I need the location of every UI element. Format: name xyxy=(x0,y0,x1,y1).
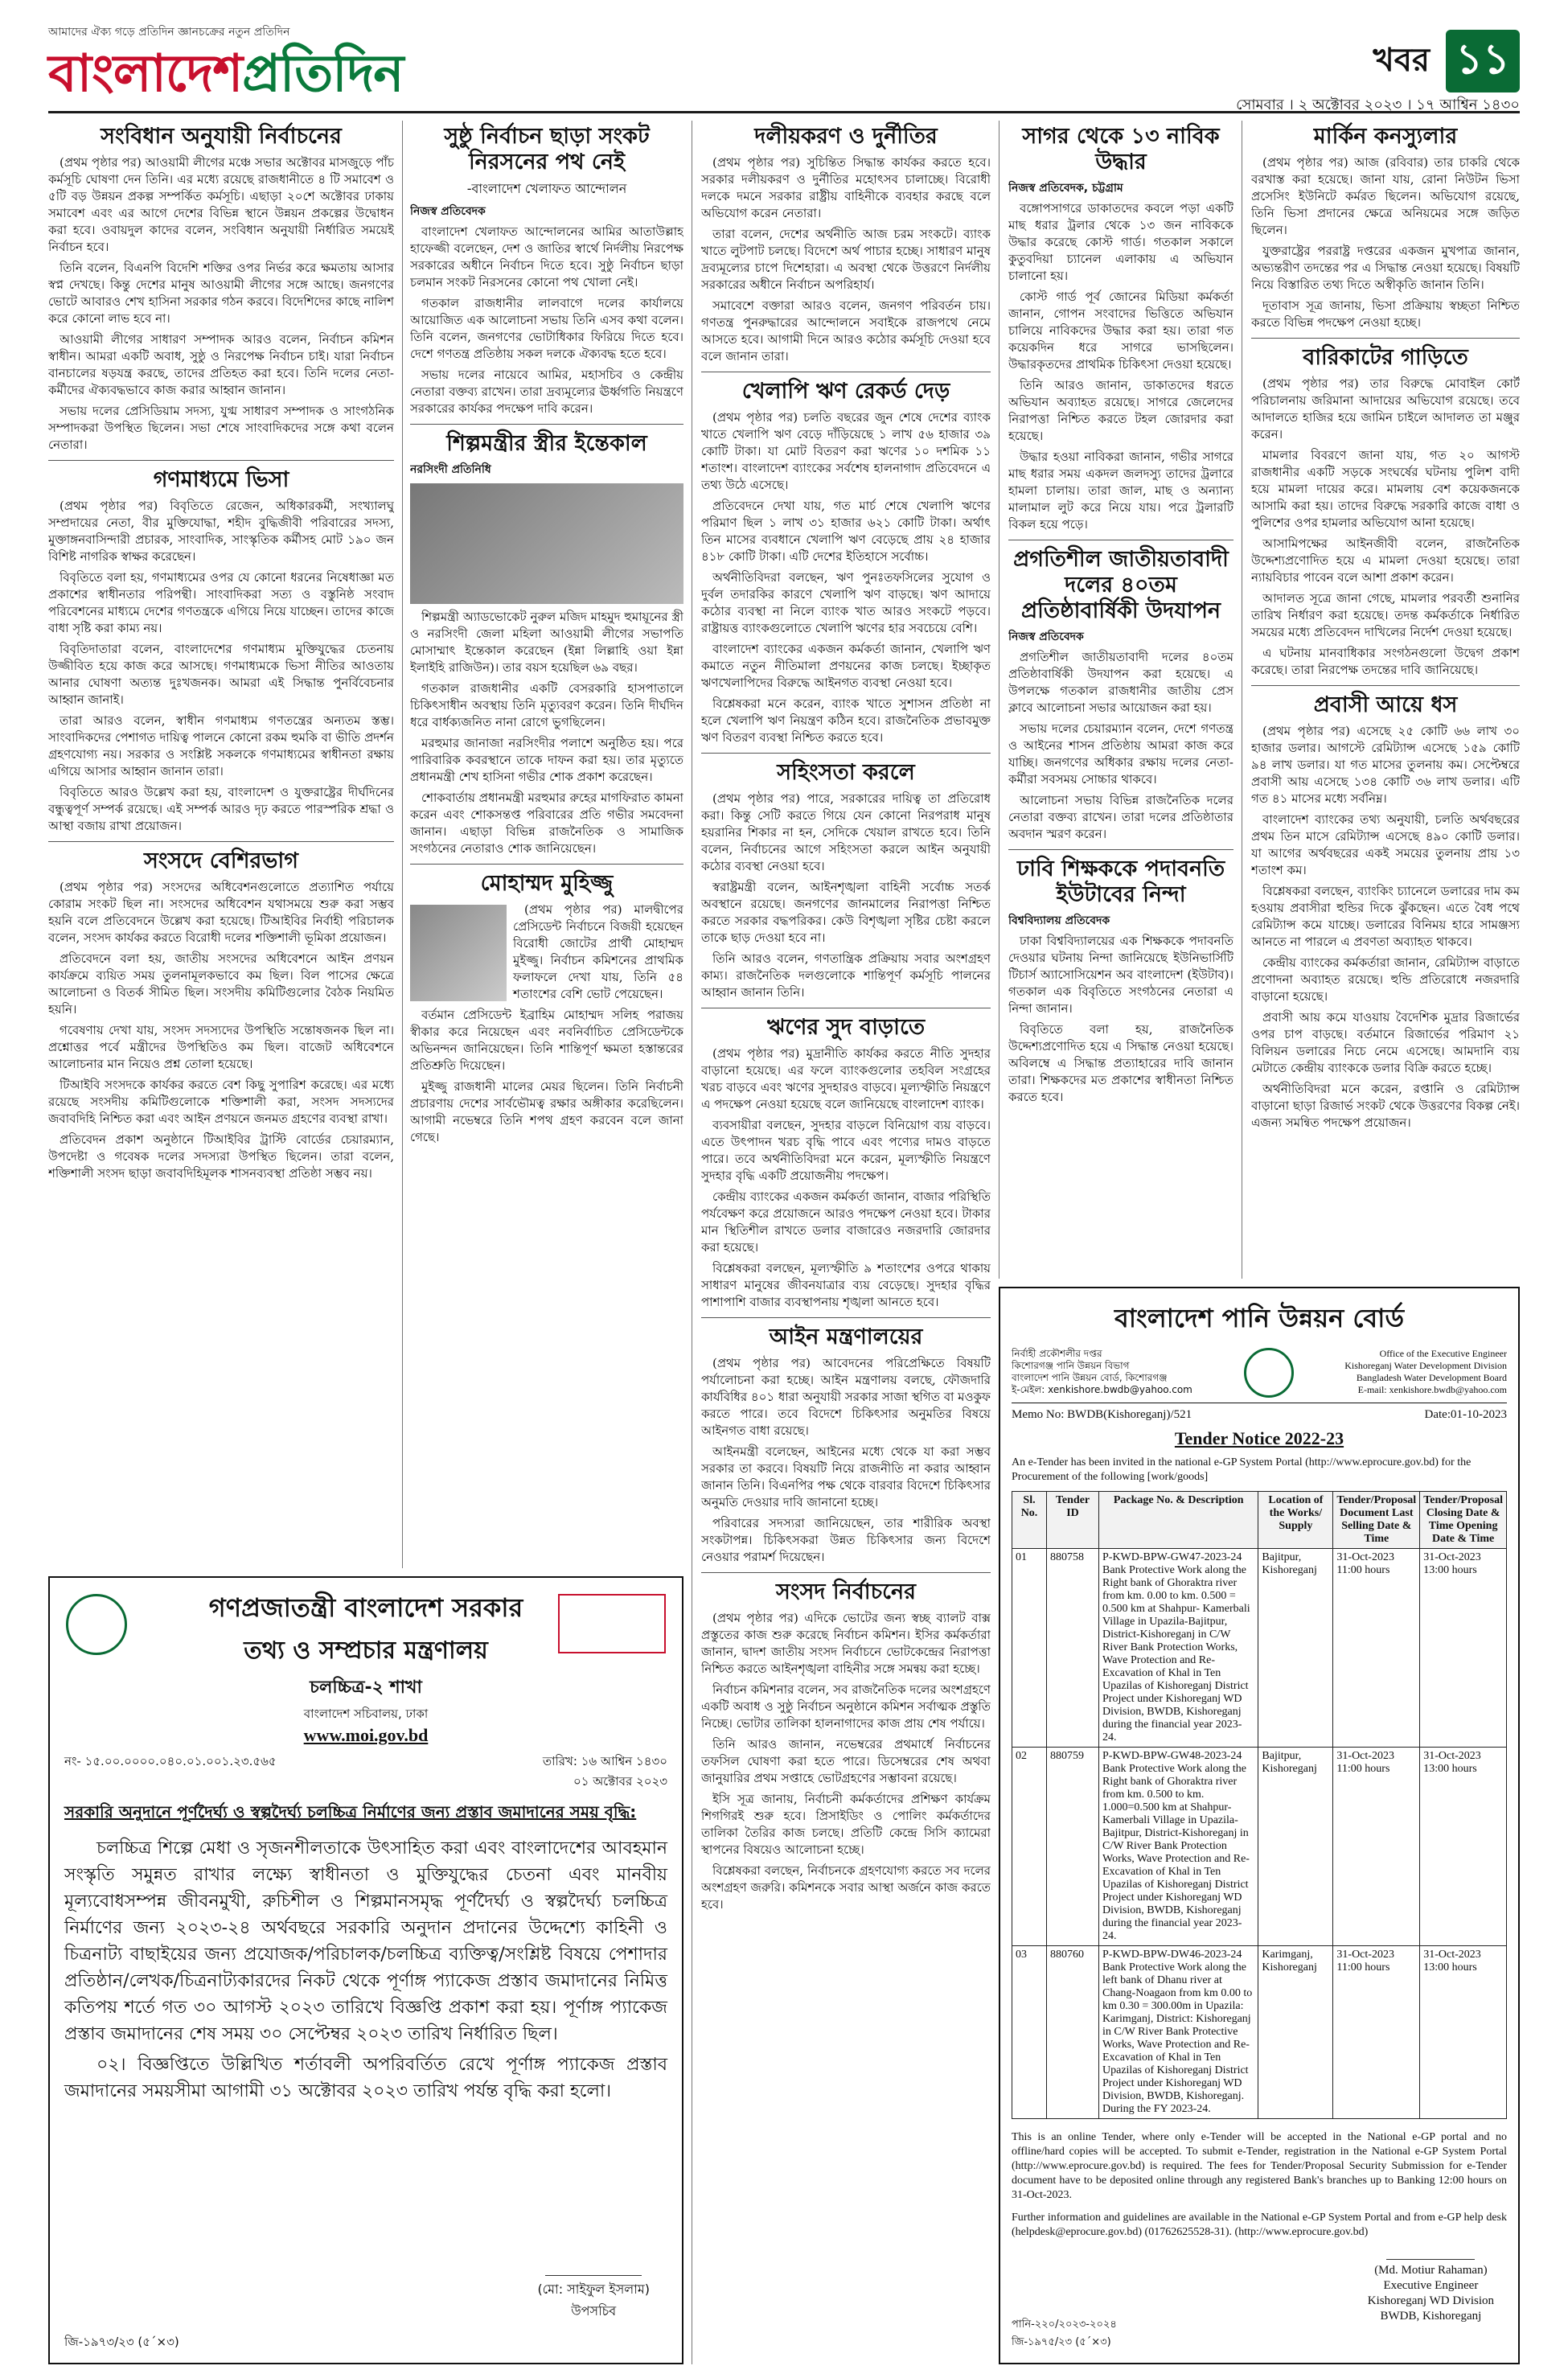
tender-org: BWDB, Kishoreganj xyxy=(1380,2310,1482,2323)
paragraph: কেন্দ্রীয় ব্যাংকের কর্মকর্তারা জানান, রেমিট্যান্স বাড়াতে প্রণোদনা অব্যাহত রয়েছে। হুন্ডি প্রতিরোধে নজরদারি বাড়ানো হয়েছে। xyxy=(1251,955,1520,1004)
paragraph: (প্রথম পৃষ্ঠার পর) আজ (রবিবার) তার চাকরি থেকে বরখাস্ত করা হয়েছে। জানা যায়, রোনা নিউটন ভিসা প্রসেসিং ইউনিটে কর্মরত ছিলেন। অভিযোগ রয়েছে, তিনি ভিসা প্রদানের ক্ষেত্রে অনিয়মের সঙ্গে জড়িত ছিলেন। xyxy=(1251,155,1520,237)
headline-a12[interactable]: সংসদ নির্বাচনের xyxy=(776,1579,916,1604)
header-line: ই-মেইল: xenkishore.bwdb@yahoo.com xyxy=(1012,1384,1192,1395)
govt-emblem-icon xyxy=(66,1594,127,1655)
header-line: E-mail: xenkishore.bwdb@yahoo.com xyxy=(1357,1384,1507,1395)
ad-date-block xyxy=(543,1752,667,1793)
table-row xyxy=(1012,1946,1507,2119)
byline-a4: নিজস্ব প্রতিবেদক xyxy=(410,205,486,218)
paragraph: বিশ্লেষকরা বলছেন, মূল্যস্ফীতি ৯ শতাংশের ওপরে থাকায় সাধারণ মানুষের জীবনযাত্রার ব্যয় বেড়েছে। সুদহার বৃদ্ধির পাশাপাশি বাজার ব্যবস্থাপনায় শৃঙ্খলা আনতে হবে। xyxy=(701,1261,991,1309)
smart-bangladesh-logo xyxy=(558,1594,666,1653)
tender-code-right: জি-১৯৭৫/২৩ (৫´×৩) xyxy=(1012,2336,1111,2348)
ad-website-link[interactable]: www.moi.gov.bd xyxy=(303,1725,429,1745)
cell-description: P-KWD-BPW-GW48-2023-24 Bank Protective Work along the Right bank of Ghoraktra river from km. 0.500 to km. 1.000=0.500 km at Shahpur- Kamerbali Village in Upazila-Bajitpur, District-Kishoreganj in C/W River Bank Protection Works, Wave Protection and Re-Excavation of Khal in Ten Upazilas of Kishoreganj District Project under Kishoreganj WD Division, BWDB, Kishoreganj during the financial year 2023-24. xyxy=(1099,1748,1258,1946)
divider xyxy=(701,1317,991,1318)
headline-a6[interactable]: মোহাম্মদ মুহিজ্জু xyxy=(480,871,614,896)
ad-paragraph-2: ০২। বিজ্ঞপ্তিতে উল্লিখিত শর্তাবলী অপরিবর্তিত রেখে পূর্ণাঙ্গ প্যাকেজ প্রস্তাব জমাদানের সময়সীমা আগামী ৩১ অক্টোবর ২০২৩ তারিখ পর্যন্ত বৃদ্ধি করা হলো। xyxy=(64,2055,667,2101)
dateline: সোমবার । ২ অক্টোবর ২০২৩ । ১৭ আশ্বিন ১৪৩০ xyxy=(1236,97,1520,113)
paragraph: টিআইবি সংসদকে কার্যকর করতে বেশ কিছু সুপারিশ করেছে। এর মধ্যে রয়েছে সংসদীয় কমিটিগুলোকে শক্তিশালী করা, সংসদ সদস্যদের জবাবদিহি নিশ্চিত করা এবং আইন প্রণয়নে জনমত গ্রহণের ব্যবস্থা রাখা। xyxy=(48,1078,394,1126)
col-header: Tender ID xyxy=(1047,1492,1099,1549)
portrait-photo xyxy=(410,905,507,1001)
ad-date-bangla: তারিখ: ১৬ আশ্বিন ১৪৩০ xyxy=(542,1754,667,1768)
section-name: খবর xyxy=(1373,41,1430,79)
paragraph: তিনি আরও জানান, নভেম্বরের প্রথমার্ধে নির্বাচনের তফসিল ঘোষণা করা হতে পারে। ডিসেম্বরের শেষ অথবা জানুয়ারির প্রথম সপ্তাহে ভোটগ্রহণের সম্ভাবনা রয়েছে। xyxy=(701,1737,991,1785)
paragraph: পরিবারের সদস্যরা জানিয়েছেন, তার শারীরিক অবস্থা সংকটাপন্ন। চিকিৎসকরা উন্নত চিকিৎসার জন্য বিদেশে নেওয়ার পরামর্শ দিয়েছেন। xyxy=(701,1516,991,1564)
ad-ministry: তথ্য ও সম্প্রচার মন্ত্রণালয় xyxy=(244,1637,488,1665)
cell-closing-date: 31-Oct-2023 13:00 hours xyxy=(1420,1748,1507,1946)
paragraph: (প্রথম পৃষ্ঠার পর) তার বিরুদ্ধে মোবাইল কোর্ট পরিচালনায় জরিমানা আদায়ের অভিযোগ রয়েছে। তবে আদালতে হাজির হয়ে জামিন চাইলে আদালত তা মঞ্জুর করেন। xyxy=(1251,376,1520,442)
paragraph: (প্রথম পৃষ্ঠার পর) মুদ্রানীতি কার্যকর করতে নীতি সুদহার বাড়ানো হয়েছে। এর ফলে ব্যাংকগুলোর তহবিল সংগ্রহের খরচ বাড়বে এবং ঋণের সুদহারও বাড়বে। মূল্যস্ফীতি নিয়ন্ত্রণে এ পদক্ষেপ নেওয়া হয়েছে বলে জানিয়েছে বাংলাদেশ ব্যাংক। xyxy=(701,1046,991,1111)
ad-date-english: ০১ অক্টোবর ২০২৩ xyxy=(573,1774,667,1789)
paragraph: আইনমন্ত্রী বলেছেন, আইনের মধ্যে থেকে যা করা সম্ভব সরকার তা করবে। বিষয়টি নিয়ে রাজনীতি না করার আহ্বান জানান তিনি। বিএনপির পক্ষ থেকে বারবার বিদেশে চিকিৎসার অনুমতি দেওয়ার দাবি জানানো হচ্ছে। xyxy=(701,1444,991,1509)
headline-a8[interactable]: খেলাপি ঋণ রেকর্ড দেড় xyxy=(741,379,950,404)
paragraph: বাংলাদেশ ব্যাংকের তথ্য অনুযায়ী, চলতি অর্থবছরের প্রথম তিন মাসে রেমিট্যান্স এসেছে ৪৯০ কোটি ডলার। যা আগের অর্থবছরের একই সময়ের তুলনায় প্রায় ১৩ শতাংশ কম। xyxy=(1251,812,1520,877)
cell-sl: 03 xyxy=(1012,1946,1047,2119)
paragraph: তিনি আরও বলেন, গণতান্ত্রিক প্রক্রিয়ায় সবার অংশগ্রহণ কাম্য। রাজনৈতিক দলগুলোকে শান্তিপূর্ণ কর্মসূচি পালনের আহ্বান জানান তিনি। xyxy=(701,951,991,1000)
headline-a18[interactable]: প্রবাসী আয়ে ধস xyxy=(1313,692,1458,717)
header-line: Kishoreganj Water Development Division xyxy=(1344,1360,1507,1371)
paragraph: বর্তমান প্রেসিডেন্ট ইব্রাহিম মোহাম্মদ সলিহ পরাজয় স্বীকার করে নিয়েছেন এবং নবনির্বাচিত প্রেসিডেন্টকে অভিনন্দন জানিয়েছেন। তিনি শান্তিপূর্ণ ক্ষমতা হস্তান্তরের প্রতিশ্রুতি দিয়েছেন। xyxy=(410,1008,683,1073)
paragraph: বিবৃতিতে আরও উল্লেখ করা হয়, বাংলাদেশ ও যুক্তরাষ্ট্রের দীর্ঘদিনের বন্ধুত্বপূর্ণ সম্পর্ক রয়েছে। এই সম্পর্ক আরও দৃঢ় করতে পারস্পরিক শ্রদ্ধা ও আস্থা বজায় রাখা প্রয়োজন। xyxy=(48,785,394,833)
column-divider xyxy=(402,121,403,1568)
cell-tender-id: 880759 xyxy=(1047,1748,1099,1946)
cell-closing-date: 31-Oct-2023 13:00 hours xyxy=(1420,1549,1507,1748)
paragraph: তারা বলেন, দেশের অর্থনীতি আজ চরম সংকটে। ব্যাংক খাতে লুটপাট চলছে। বিদেশে অর্থ পাচার হচ্ছে। সাধারণ মানুষ দ্রব্যমূল্যের চাপে দিশেহারা। এ অবস্থা থেকে উত্তরণে নির্দলীয় সরকারের অধীনে নির্বাচন অপরিহার্য। xyxy=(701,227,991,292)
paragraph: শিল্পমন্ত্রী অ্যাডভোকেট নুরুল মজিদ মাহমুদ হুমায়ূনের স্ত্রী ও নরসিংদী জেলা মহিলা আওয়ামী লীগের সভাপতি মোসাম্মাৎ ইন্তেকাল করেছেন (ইন্না লিল্লাহি ওয়া ইন্না ইলাইহি রাজিউন)। তার বয়স হয়েছিল ৬৯ বছর। xyxy=(410,610,683,675)
col-header: Package No. & Description xyxy=(1099,1492,1258,1549)
byline-a5: নরসিংদী প্রতিনিধি xyxy=(410,463,491,476)
paragraph: (প্রথম পৃষ্ঠার পর) এদিকে ভোটের জন্য স্বচ্ছ ব্যালট বাক্স প্রস্তুতের কাজ শুরু করেছে নির্বাচন কমিশন। ইসির কর্মকর্তারা জানান, দ্বাদশ জাতীয় সংসদ নির্বাচনে ভোটকেন্দ্রের নিরাপত্তা নিশ্চিত করতে আইনশৃঙ্খলা বাহিনীর সঙ্গে সমন্বয় করা হচ্ছে। xyxy=(701,1611,991,1676)
paragraph: (প্রথম পৃষ্ঠার পর) মালদ্বীপের প্রেসিডেন্ট নির্বাচনে বিজয়ী হয়েছেন বিরোধী জোটের প্রার্থী মোহাম্মদ মুইজ্জু। নির্বাচন কমিশনের প্রাথমিক ফলাফলে দেখা যায়, তিনি ৫৪ শতাংশের বেশি ভোট পেয়েছেন। xyxy=(513,902,683,1001)
paragraph: আদালত সূত্রে জানা গেছে, মামলার পরবর্তী শুনানির তারিখ নির্ধারণ করা হয়েছে। তদন্ত কর্মকর্তাকে নির্ধারিত সময়ের মধ্যে প্রতিবেদন দাখিলের নির্দেশ দেওয়া হয়েছে। xyxy=(1251,591,1520,639)
paragraph: উদ্ধার হওয়া নাবিকরা জানান, গভীর সাগরে মাছ ধরার সময় একদল জলদস্যু তাদের ট্রলারে হামলা চালায়। তারা জাল, মাছ ও অন্যান্য মালামাল লুট করে নিয়ে যায়। পরে ট্রলারটি বিকল হয়ে পড়ে। xyxy=(1008,450,1233,532)
paragraph: বাংলাদেশ ব্যাংকের একজন কর্মকর্তা জানান, খেলাপি ঋণ কমাতে নতুন নীতিমালা প্রণয়নের কাজ চলছে। ইচ্ছাকৃত ঋণখেলাপিদের বিরুদ্ধে আইনগত ব্যবস্থা নেওয়া হবে। xyxy=(701,642,991,690)
paragraph: (প্রথম পৃষ্ঠার পর) সংসদের অধিবেশনগুলোতে প্রত্যাশিত পর্যায়ে কোরাম সংকট ছিল না। সংসদের অধিবেশন যথাসময়ে শুরু করা সম্ভব হয়নি বলে প্রতিবেদনে উল্লেখ করা হয়েছে। টিআইবির নির্বাহী পরিচালক বলেন, সংসদ কার্যকর করতে বিরোধী দলের শক্তিশালী ভূমিকা প্রয়োজন। xyxy=(48,880,394,945)
tender-title: Tender Notice 2022-23 xyxy=(1174,1428,1344,1448)
paragraph: প্রগতিশীল জাতীয়তাবাদী দলের ৪০তম প্রতিষ্ঠাবার্ষিকী উদযাপন করা হয়েছে। এ উপলক্ষে গতকাল রাজধানীর জাতীয় প্রেস ক্লাবে আলোচনা সভার আয়োজন করা হয়। xyxy=(1008,650,1233,715)
tender-footer-2: Further information and guidelines are available in the National e-GP System Portal and from e-GP help desk (helpdesk@eprocure.gov.bd) (01762625528-31). (http://www.eprocure.gov.bd) xyxy=(1012,2212,1507,2238)
headline-a13[interactable]: সাগর থেকে ১৩ নাবিক উদ্ধার xyxy=(1022,124,1220,175)
divider xyxy=(1251,338,1520,339)
paragraph: তারা আরও বলেন, স্বাধীন গণমাধ্যম গণতন্ত্রের অন্যতম স্তম্ভ। সাংবাদিকদের পেশাগত দায়িত্ব পালনে কোনো রকম হুমকি বা ভীতি প্রদর্শন গ্রহণযোগ্য নয়। সরকার ও সংশ্লিষ্ট সকলকে গণমাধ্যমের স্বাধীনতা রক্ষায় এগিয়ে আসার আহ্বান জানান তারা। xyxy=(48,713,394,778)
paragraph: বিশ্লেষকরা বলছেন, নির্বাচনকে গ্রহণযোগ্য করতে সব দলের অংশগ্রহণ জরুরি। কমিশনকে সবার আস্থা অর্জনে কাজ করতে হবে। xyxy=(701,1863,991,1912)
col-header: Location of the Works/ Supply xyxy=(1258,1492,1333,1549)
ad-memo-row xyxy=(64,1752,667,1793)
paragraph: যুক্তরাষ্ট্রের পররাষ্ট্র দপ্তরের একজন মুখপাত্র জানান, অভ্যন্তরীণ তদন্তের পর এ সিদ্ধান্ত নেওয়া হয়েছে। বিষয়টি নিয়ে বিস্তারিত তথ্য দিতে অস্বীকৃতি জানান তিনি। xyxy=(1251,244,1520,292)
divider xyxy=(410,864,683,865)
paragraph: বিবৃতিতে বলা হয়, রাজনৈতিক উদ্দেশ্যপ্রণোদিত হয়ে এ সিদ্ধান্ত নেওয়া হয়েছে। অবিলম্বে এ সিদ্ধান্ত প্রত্যাহারের দাবি জানান তারা। শিক্ষকদের মত প্রকাশের স্বাধীনতা নিশ্চিত করতে হবে। xyxy=(1008,1022,1233,1104)
paragraph: প্রতিবেদনে বলা হয়, জাতীয় সংসদের অধিবেশনে আইন প্রণয়ন কার্যক্রমে ব্যয়িত সময় তুলনামূলকভাবে কম ছিল। বিল পাসের ক্ষেত্রে আলোচনা ও বিতর্ক সীমিত ছিল। সংসদীয় কমিটিগুলোর বৈঠক নিয়মিত হয়নি। xyxy=(48,951,394,1017)
paragraph: নির্বাচন কমিশনার বলেন, সব রাজনৈতিক দলের অংশগ্রহণে একটি অবাধ ও সুষ্ঠু নির্বাচন অনুষ্ঠানে কমিশন সর্বাত্মক প্রস্তুতি নিচ্ছে। ভোটার তালিকা হালনাগাদের কাজ প্রায় শেষ পর্যায়ে। xyxy=(701,1682,991,1731)
article-a2-body xyxy=(48,498,394,835)
tender-memo: Memo No: BWDB(Kishoreganj)/521 xyxy=(1012,1408,1192,1421)
tender-footer-1: This is an online Tender, where only e-Tender will be accepted in the National e-GP portal and no offline/hard copies will be accepted. To submit e-Tender, registration in the National e-GP System Portal (http://www.eprocure.gov.bd) is required. The fees for Tender/Proposal Security Submission for e-Tender document have to be deposited online through any registered Bank's branches up to Banking 12:00 hours on 31-Oct-2023. xyxy=(1012,2131,1507,2201)
paragraph: সমাবেশে বক্তারা আরও বলেন, জনগণ পরিবর্তন চায়। গণতন্ত্র পুনরুদ্ধারের আন্দোলনে সবাইকে রাজপথে নেমে আসতে হবে। আগামী দিনে আরও কঠোর কর্মসূচি দেওয়া হবে বলে জানান তারা। xyxy=(701,298,991,363)
paragraph: বঙ্গোপসাগরে ডাকাতদের কবলে পড়া একটি মাছ ধরার ট্রলার থেকে ১৩ জন নাবিককে উদ্ধার করেছে কোস্ট গার্ড। গতকাল সকালে কুতুবদিয়া চ্যানেল এলাকায় এ অভিযান চালানো হয়। xyxy=(1008,201,1233,283)
paragraph: শোকবার্তায় প্রধানমন্ত্রী মরহুমার রুহের মাগফিরাত কামনা করেন এবং শোকসন্তপ্ত পরিবারের প্রতি গভীর সমবেদনা জানান। এছাড়া বিভিন্ন রাজনৈতিক ও সামাজিক সংগঠনের নেতারাও শোক জানিয়েছেন। xyxy=(410,791,683,856)
tender-table xyxy=(1012,1491,1507,2119)
cell-tender-id: 880760 xyxy=(1047,1946,1099,2119)
cell-description: P-KWD-BPW-DW46-2023-24 Bank Protective Work along the left bank of Dhanu river at Chang-Noagaon from km 0.00 to km 0.30 = 300.00m in Upazila: Karimganj, District: Kishoreganj in C/W River Bank Protective Works, Wave Protection and Re-Excavation of Khal in Ten Upazilas of Kishoreganj District Project under Kishoreganj WD Division, BWDB, Kishoreganj. During the FY 2023-24. xyxy=(1099,1946,1258,2119)
divider xyxy=(48,841,394,842)
cell-tender-id: 880758 xyxy=(1047,1549,1099,1748)
paragraph: কেন্দ্রীয় ব্যাংকের একজন কর্মকর্তা জানান, বাজার পরিস্থিতি পর্যবেক্ষণ করে প্রয়োজনে আরও পদক্ষেপ নেওয়া হবে। টাকার মান স্থিতিশীল রাখতে ডলার বাজারেও নজরদারি জোরদার করা হয়েছে। xyxy=(701,1189,991,1255)
logo-part1: বাংলাদেশ xyxy=(48,44,243,104)
paragraph: (প্রথম পৃষ্ঠার পর) চলতি বছরের জুন শেষে দেশের ব্যাংক খাতে খেলাপি ঋণ বেড়ে দাঁড়িয়েছে ১ লাখ ৫৬ হাজার ৩৯ কোটি টাকা। যা মোট বিতরণ করা ঋণের ১০ দশমিক ১১ শতাংশ। বাংলাদেশ ব্যাংকের সর্বশেষ হালনাগাদ প্রতিবেদনে এ তথ্য উঠে এসেছে। xyxy=(701,410,991,492)
tender-header xyxy=(1012,1348,1507,1403)
divider xyxy=(1251,685,1520,686)
obituary-photo xyxy=(410,483,683,604)
cell-selling-date: 31-Oct-2023 11:00 hours xyxy=(1333,1946,1420,2119)
header-line: নির্বাহী প্রকৌশলীর দপ্তর xyxy=(1012,1348,1102,1359)
headline-a7[interactable]: দলীয়করণ ও দুর্নীতির xyxy=(754,124,938,149)
newspaper-logo[interactable] xyxy=(48,23,499,103)
ad-designation: উপসচিব xyxy=(571,2303,617,2319)
headline-a1[interactable]: সংবিধান অনুযায়ী নির্বাচনের xyxy=(101,124,342,149)
paragraph: আলোচনা সভায় বিভিন্ন রাজনৈতিক দলের নেতারা বক্তব্য রাখেন। তারা দলের প্রতিষ্ঠাতার অবদান স্মরণ করেন। xyxy=(1008,793,1233,841)
paragraph: (প্রথম পৃষ্ঠার পর) সুচিন্তিত সিদ্ধান্ত কার্যকর করতে হবে। সরকার দলীয়করণ ও দুর্নীতির মহোৎসব চালাচ্ছে। বিরোধী দলকে দমনে সরকার রাষ্ট্রীয় বাহিনীকে ব্যবহার করছে বলে অভিযোগ করেন নেতারা। xyxy=(701,155,991,220)
table-row xyxy=(1012,1748,1507,1946)
tender-table-header xyxy=(1012,1492,1507,1549)
cell-selling-date: 31-Oct-2023 11:00 hours xyxy=(1333,1748,1420,1946)
header-line: Office of the Executive Engineer xyxy=(1379,1348,1507,1359)
tender-intro: An e-Tender has been invited in the national e-GP System Portal (http://www.eprocure.gov.bd) for the Procurement of the following [work/goods] xyxy=(1012,1456,1472,1483)
divider xyxy=(48,460,394,461)
column-right xyxy=(1251,121,1520,1279)
headline-a11[interactable]: আইন মন্ত্রণালয়ের xyxy=(769,1325,923,1349)
cell-sl: 01 xyxy=(1012,1549,1047,1748)
signature-mark xyxy=(1386,2236,1475,2260)
logo-tagline: আমাদের ঐক্য গড়ে প্রতিদিন জ্ঞানচক্রের নতুন প্রতিদিন xyxy=(48,26,290,39)
divider xyxy=(410,424,683,425)
paragraph: গবেষণায় দেখা যায়, সংসদ সদস্যদের উপস্থিতি সন্তোষজনক ছিল না। প্রশ্নোত্তর পর্বে মন্ত্রীদের উপস্থিতিও কম ছিল। বাজেট অধিবেশনে আলোচনার মান নিয়েও প্রশ্ন তোলা হয়েছে। xyxy=(48,1023,394,1071)
cell-location: Karimganj, Kishoreganj xyxy=(1258,1946,1333,2119)
header-line: কিশোরগঞ্জ পানি উন্নয়ন বিভাগ xyxy=(1012,1360,1130,1371)
column-fourth xyxy=(1008,121,1233,1279)
headline-a16[interactable]: মার্কিন কনস্যুলার xyxy=(1313,124,1458,149)
tender-date: Date:01-10-2023 xyxy=(1424,1408,1507,1421)
paragraph: মরহুমার জানাজা নরসিংদীর পলাশে অনুষ্ঠিত হয়। পরে পারিবারিক কবরস্থানে তাকে দাফন করা হয়। তার মৃত্যুতে প্রধানমন্ত্রী শেখ হাসিনা গভীর শোক প্রকাশ করেছেন। xyxy=(410,736,683,784)
paragraph: ঢাকা বিশ্ববিদ্যালয়ের এক শিক্ষককে পদাবনতি দেওয়ার ঘটনায় নিন্দা জানিয়েছে ইউনিভার্সিটি টিচার্স অ্যাসোসিয়েশন অব বাংলাদেশ (ইউটাব)। গতকাল এক বিবৃতিতে সংগঠনের নেতারা এ নিন্দা জানান। xyxy=(1008,934,1233,1016)
tender-org-bn: বাংলাদেশ পানি উন্নয়ন বোর্ড xyxy=(1114,1303,1405,1333)
cell-location: Bajitpur, Kishoreganj xyxy=(1258,1748,1333,1946)
masthead xyxy=(48,14,1520,113)
paragraph: বিশ্লেষকরা বলছেন, ব্যাংকিং চ্যানেলে ডলারের দাম কম হওয়ায় প্রবাসীরা হুন্ডির দিকে ঝুঁকছেন। এতে বৈধ পথে রেমিট্যান্স কমে যাচ্ছে। ডলারের বিনিময় হারে সামঞ্জস্য আনতে না পারলে এ প্রবণতা অব্যাহত থাকবে। xyxy=(1251,884,1520,949)
cell-sl: 02 xyxy=(1012,1748,1047,1946)
divider xyxy=(1008,849,1233,850)
paragraph: প্রতিবেদনে দেখা যায়, গত মার্চ শেষে খেলাপি ঋণের পরিমাণ ছিল ১ লাখ ৩১ হাজার ৬২১ কোটি টাকা। অর্থাৎ তিন মাসের ব্যবধানে খেলাপি ঋণ বেড়েছে প্রায় ২৪ হাজার ৪১৮ কোটি টাকা। এটি দেশের ইতিহাসে সর্বোচ্চ। xyxy=(701,499,991,564)
paragraph: গতকাল রাজধানীর একটি বেসরকারি হাসপাতালে চিকিৎসাধীন অবস্থায় তিনি মৃত্যুবরণ করেন। তিনি দীর্ঘদিন ধরে বার্ধক্যজনিত নানা রোগে ভুগছিলেন। xyxy=(410,681,683,729)
headline-a10[interactable]: ঋণের সুদ বাড়াতে xyxy=(766,1015,926,1040)
ad-signer: (মো: সাইফুল ইসলাম) xyxy=(537,2282,650,2297)
paragraph: গতকাল রাজধানীর লালবাগে দলের কার্যালয়ে আয়োজিত এক আলোচনা সভায় তিনি এসব কথা বলেন। তিনি বলেন, জনগণের ভোটাধিকার ফিরিয়ে দিতে হবে। দেশে গণতন্ত্র প্রতিষ্ঠায় সকল দলকে ঐক্যবদ্ধ হতে হবে। xyxy=(410,296,683,361)
tender-code-left: পানি-২২০/২০২৩-২০২৪ xyxy=(1012,2319,1117,2331)
tender-division: Kishoreganj WD Division xyxy=(1367,2294,1494,2307)
paragraph: দূতাবাস সূত্র জানায়, ভিসা প্রক্রিয়ায় স্বচ্ছতা নিশ্চিত করতে বিভিন্ন পদক্ষেপ নেওয়া হচ্ছে। xyxy=(1251,298,1520,330)
headline-a5[interactable]: শিল্পমন্ত্রীর স্ত্রীর ইন্তেকাল xyxy=(446,431,647,456)
paragraph: সভায় দলের চেয়ারম্যান বলেন, দেশে গণতন্ত্র ও আইনের শাসন প্রতিষ্ঠায় আমরা কাজ করে যাচ্ছি। জনগণের অধিকার রক্ষায় দলের নেতা-কর্মীরা সবসময় সোচ্চার থাকবে। xyxy=(1008,721,1233,787)
ad-code: জি-১৯৭৩/২৩ (৫´×৩) xyxy=(64,2335,179,2349)
section-header xyxy=(1373,29,1520,93)
paragraph: ব্যবসায়ীরা বলছেন, সুদহার বাড়লে বিনিয়োগ ব্যয় বাড়বে। এতে উৎপাদন খরচ বৃদ্ধি পাবে এবং পণ্যের দামও বাড়তে পারে। তবে অর্থনীতিবিদরা মনে করেন, মূল্যস্ফীতি নিয়ন্ত্রণে সুদহার বৃদ্ধি একটি প্রয়োজনীয় পদক্ষেপ। xyxy=(701,1118,991,1183)
column-left xyxy=(48,121,394,1568)
cell-selling-date: 31-Oct-2023 11:00 hours xyxy=(1333,1549,1420,1748)
column-second xyxy=(410,121,683,1568)
byline-a15: বিশ্ববিদ্যালয় প্রতিবেদক xyxy=(1008,914,1110,927)
signature-mark xyxy=(545,2251,642,2276)
header-line: বাংলাদেশ পানি উন্নয়ন বোর্ড, কিশোরগঞ্জ xyxy=(1012,1372,1168,1383)
paragraph: তিনি বলেন, বিএনপি বিদেশি শক্তির ওপর নির্ভর করে ক্ষমতায় আসার স্বপ্ন দেখছে। কিন্তু দেশের মানুষ আওয়ামী লীগের সঙ্গে আছে। জনগণের ভোটে আবারও শেখ হাসিনা সরকার গঠন করবে। বিদেশিদের কাছে নালিশ করে কোনো লাভ হবে না। xyxy=(48,261,394,326)
paragraph: বাংলাদেশ খেলাফত আন্দোলনের আমির আতাউল্লাহ হাফেজ্জী বলেছেন, দেশ ও জাতির স্বার্থে নির্দলীয় নিরপেক্ষ সরকারের অধীনে নির্বাচন দিতে হবে। সুষ্ঠু নির্বাচন ছাড়া চলমান সংকট নিরসনের কোনো পথ খোলা নেই। xyxy=(410,224,683,290)
divider xyxy=(701,753,991,754)
paragraph: অর্থনীতিবিদরা মনে করেন, রপ্তানি ও রেমিট্যান্স বাড়ানো ছাড়া রিজার্ভ সংকট থেকে উত্তরণের বিকল্প নেই। এজন্য সমন্বিত পদক্ষেপ প্রয়োজন। xyxy=(1251,1082,1520,1130)
ad-memo: নং- ১৫.০০.০০০০.০৪০.০১.০০১.২৩.৫৬৫ xyxy=(64,1754,277,1768)
cell-location: Bajitpur, Kishoreganj xyxy=(1258,1549,1333,1748)
paragraph: (প্রথম পৃষ্ঠার পর) আওয়ামী লীগের মঞ্চে সভার অক্টোবর মাসজুড়ে পাঁচ কর্মসূচি ঘোষণা দেন তিনি। এর মধ্যে রয়েছে রাজধানীতে ৪ টি সমাবেশ ও ৫টি বড় উন্নয়ন প্রকল্প সম্পর্কিত কর্মসূচি। এছাড়া ২০শে অক্টোবর ঢাকায় সমাবেশ এবং এর আগে দেশের বিভিন্ন স্থানে উন্নয়ন প্রকল্পের উদ্বোধন করা হবে। ওবায়দুল কাদের বলেন, সংবিধান অনুযায়ী নির্ধারিত সময়েই নির্বাচন হবে। xyxy=(48,155,394,254)
col-header: Sl. No. xyxy=(1012,1492,1047,1549)
headline-a3[interactable]: সংসদে বেশিরভাগ xyxy=(144,848,298,873)
tender-header-left xyxy=(1012,1348,1192,1396)
logo-part2: প্রতিদিন xyxy=(242,44,404,104)
article-a3-body xyxy=(48,879,394,1182)
byline-a13: নিজস্ব প্রতিবেদক, চট্টগ্রাম xyxy=(1008,182,1123,195)
tender-advertisement xyxy=(999,1287,1520,2364)
paragraph: আসামিপক্ষের আইনজীবী বলেন, রাজনৈতিক উদ্দেশ্যপ্রণোদিত হয়ে এ মামলা দেওয়া হয়েছে। তারা ন্যায়বিচার পাবেন বলে আশা প্রকাশ করেন। xyxy=(1251,536,1520,585)
tender-signer: (Md. Motiur Rahaman) xyxy=(1374,2264,1488,2277)
column-center xyxy=(701,121,991,2364)
paragraph: (প্রথম পৃষ্ঠার পর) এসেছে ২৫ কোটি ৬৬ লাখ ৩০ হাজার ডলার। আগস্টে রেমিট্যান্স এসেছে ১৫৯ কোটি ৯৪ লাখ ডলার। যা গত মাসের তুলনায় কম। সেপ্টেম্বরে প্রবাসী আয় এসেছে ১৩৪ কোটি ৩৬ লাখ ডলার। এটি গত ৪১ মাসের মধ্যে সর্বনিম্ন। xyxy=(1251,724,1520,806)
subheadline-a4: -বাংলাদেশ খেলাফত আন্দোলন xyxy=(466,181,627,196)
table-row xyxy=(1012,1549,1507,1748)
paragraph: সভায় দলের প্রেসিডিয়াম সদস্য, যুগ্ম সাধারণ সম্পাদক ও সাংগঠনিক সম্পাদকরা উপস্থিত ছিলেন। সভা শেষে সাংবাদিকদের সঙ্গে কথা বলেন নেতারা। xyxy=(48,404,394,452)
paragraph: স্বরাষ্ট্রমন্ত্রী বলেন, আইনশৃঙ্খলা বাহিনী সর্বোচ্চ সতর্ক অবস্থানে রয়েছে। জনগণের জানমালের নিরাপত্তা নিশ্চিত করতে সরকার বদ্ধপরিকর। কেউ বিশৃঙ্খলা সৃষ্টির চেষ্টা করলে তাকে ছাড় দেওয়া হবে না। xyxy=(701,880,991,945)
paragraph: মামলার বিবরণে জানা যায়, গত ২০ আগস্ট রাজধানীর একটি সড়কে সংঘর্ষের ঘটনায় পুলিশ বাদী হয়ে মামলা দায়ের করে। মামলায় বেশ কয়েকজনকে আসামি করা হয়। তাদের বিরুদ্ধে সরকারি কাজে বাধা ও পুলিশের ওপর হামলার অভিযোগ আনা হয়েছে। xyxy=(1251,448,1520,530)
paragraph: আওয়ামী লীগের সাধারণ সম্পাদক আরও বলেন, নির্বাচন কমিশন স্বাধীন। আমরা একটি অবাধ, সুষ্ঠু ও নিরপেক্ষ নির্বাচন চাই। যারা নির্বাচন বানচালের ষড়যন্ত্র করছে, তাদের প্রতিহত করা হবে। তিনি দলের নেতা-কর্মীদের ঐক্যবদ্ধভাবে কাজ করার আহ্বান জানান। xyxy=(48,332,394,397)
paragraph: অর্থনীতিবিদরা বলছেন, ঋণ পুনঃতফসিলের সুযোগ ও দুর্বল তদারকির কারণে খেলাপি ঋণ বাড়ছে। ঋণ আদায়ে কঠোর ব্যবস্থা না নিলে ব্যাংক খাত আরও সংকটে পড়বে। রাষ্ট্রায়ত্ত ব্যাংকগুলোতে খেলাপি ঋণের হার সবচেয়ে বেশি। xyxy=(701,570,991,635)
bwdb-logo-icon xyxy=(1244,1348,1294,1398)
paragraph: (প্রথম পৃষ্ঠার পর) বিবৃতিতে রেজেন, অধিকারকর্মী, সংখ্যালঘু সম্প্রদায়ের নেতা, বীর মুক্তিযোদ্ধা, শহীদ বুদ্ধিজীবী পরিবারের সদস্য, মুক্তাঙ্গনবাসিন্দারী প্রচারক, সাংবাদিক, সাংস্কৃতিক কর্মীসহ মোট ১৯০ জন বিশিষ্ট নাগরিক স্বাক্ষর করেছেন। xyxy=(48,499,394,564)
paragraph: তিনি আরও জানান, ডাকাতদের ধরতে অভিযান অব্যাহত রয়েছে। সাগরে জেলেদের নিরাপত্তা নিশ্চিত করতে টহল জোরদার করা হয়েছে। xyxy=(1008,378,1233,443)
col-header: Tender/Proposal Document Last Selling Date & Time xyxy=(1333,1492,1420,1549)
ad-branch: চলচ্চিত্র-২ শাখা xyxy=(310,1678,422,1698)
divider xyxy=(701,1572,991,1573)
paragraph: বিবৃতিদাতারা বলেন, বাংলাদেশের গণমাধ্যম মুক্তিযুদ্ধের চেতনায় উজ্জীবিত হয়ে কাজ করে আসছে। গণমাধ্যমকে ভিসা নীতির আওতায় আনার ঘোষণা অত্যন্ত দুঃখজনক। আমরা এই সিদ্ধান্ত পুনর্বিবেচনার আহ্বান জানাই। xyxy=(48,642,394,707)
paragraph: ইসি সূত্র জানায়, নির্বাচনী কর্মকর্তাদের প্রশিক্ষণ কার্যক্রম শিগগিরই শুরু হবে। প্রিসাইডিং ও পোলিং কর্মকর্তাদের তালিকা তৈরির কাজ চলছে। প্রতিটি কেন্দ্রে সিসি ক্যামেরা স্থাপনের বিষয়েও আলোচনা হচ্ছে। xyxy=(701,1792,991,1857)
paragraph: বিবৃতিতে বলা হয়, গণমাধ্যমের ওপর যে কোনো ধরনের নিষেধাজ্ঞা মত প্রকাশের স্বাধীনতার পরিপন্থী। সাংবাদিকরা সত্য ও বস্তুনিষ্ঠ সংবাদ পরিবেশনের মাধ্যমে দেশের গণতন্ত্রকে এগিয়ে নিয়ে যাচ্ছেন। তাদের কাজে বাধা সৃষ্টি করা কাম্য নয়। xyxy=(48,570,394,635)
headline-a17[interactable]: বারিকাটের গাড়িতে xyxy=(1303,345,1468,370)
headline-a9[interactable]: সহিংসতা করলে xyxy=(777,760,915,785)
headline-a15[interactable]: ঢাবি শিক্ষককে পদাবনতি ইউটাবের নিন্দা xyxy=(1016,856,1225,907)
ad-body xyxy=(64,1835,667,2105)
tender-signature-block xyxy=(1368,2236,1494,2324)
cell-description: P-KWD-BPW-GW47-2023-24 Bank Protective Work along the Right bank of Ghoraktra river from km. 0.00 to km. 0.500 = 0.500 km at Shahpur- Kamerbali Village in Upazila-Bajitpur, District-Kishoreganj in C/W River Bank Protection Works, Wave Protection and Re-Excavation of Khal in Ten Upazilas of Kishoreganj District Project under Kishoreganj WD Division, BWDB, Kishoreganj during the financial year 2023-24. xyxy=(1099,1549,1258,1748)
ad-heading: সরকারি অনুদানে পূর্ণদৈর্ঘ্য ও স্বল্পদৈর্ঘ্য চলচ্চিত্র নির্মাণের জন্য প্রস্তাব জমাদানের সময় বৃদ্ধি: xyxy=(64,1802,637,1822)
paragraph: কোস্ট গার্ড পূর্ব জোনের মিডিয়া কর্মকর্তা জানান, গোপন সংবাদের ভিত্তিতে অভিযান চালিয়ে নাবিকদের উদ্ধার করা হয়। তারা গত কয়েকদিন ধরে সাগরে ভাসছিলেন। উদ্ধারকৃতদের প্রাথমিক চিকিৎসা দেওয়া হয়েছে। xyxy=(1008,290,1233,372)
ad-paragraph-1: চলচ্চিত্র শিল্পে মেধা ও সৃজনশীলতাকে উৎসাহিত করা এবং বাংলাদেশের আবহমান সংস্কৃতি সমুন্নত রাখার লক্ষ্যে স্বাধীনতা ও মুক্তিযুদ্ধের চেতনা এবং মানবীয় মূল্যবোধসম্পন্ন জীবনমুখী, রুচিশীল ও শিল্পমানসমৃদ্ধ পূর্ণদৈর্ঘ্য ও স্বল্পদৈর্ঘ্য চলচ্চিত্র নির্মাণের জন্য ২০২৩-২৪ অর্থবছরে সরকারি অনুদান প্রদানের উদ্দেশ্যে কাহিনী ও চিত্রনাট্য বাছাইয়ের জন্য প্রযোজক/পরিচালক/চলচ্চিত্র ব্যক্তিত্ব/সংশ্লিষ্ট বিষয়ে পেশাদার প্রতিষ্ঠান/লেখক/চিত্রনাট্যকারদের নিকট থেকে পূর্ণাঙ্গ প্যাকেজ প্রস্তাব জমাদানের নিমিত্ত কতিপয় শর্তে গত ৩০ আগস্ট ২০২৩ তারিখে বিজ্ঞপ্তি প্রকাশ করা হয়। পূর্ণাঙ্গ প্যাকেজ প্রস্তাব জমাদানের শেষ সময় ৩০ সেপ্টেম্বর ২০২৩ তারিখ নির্ধারিত ছিল। xyxy=(64,1838,667,2044)
paragraph: মুইজ্জু রাজধানী মালের মেয়র ছিলেন। তিনি নির্বাচনী প্রচারণায় দেশের সার্বভৌমত্ব রক্ষার অঙ্গীকার করেছিলেন। আগামী নভেম্বরে তিনি শপথ গ্রহণ করবেন বলে জানা গেছে। xyxy=(410,1079,683,1144)
headline-a4[interactable]: সুষ্ঠু নির্বাচন ছাড়া সংকট নিরসনের পথ নেই xyxy=(444,124,650,175)
paragraph: (প্রথম পৃষ্ঠার পর) আবেদনের পরিপ্রেক্ষিতে বিষয়টি পর্যালোচনা করা হচ্ছে। আইন মন্ত্রণালয় বলছে, ফৌজদারি কার্যবিধির ৪০১ ধারা অনুযায়ী সরকার সাজা স্থগিত বা মওকুফ করতে পারে। তবে বিদেশে চিকিৎসার অনুমতির বিষয়ে আইনগত বাধা রয়েছে। xyxy=(701,1356,991,1438)
ad-govt-title: গণপ্রজাতন্ত্রী বাংলাদেশ সরকার xyxy=(208,1592,523,1623)
article-a1-body xyxy=(48,154,394,454)
ad-signature-block xyxy=(537,2251,650,2323)
col-header: Tender/Proposal Closing Date & Time Opening Date & Time xyxy=(1420,1492,1507,1549)
paragraph: সভায় দলের নায়েবে আমির, মহাসচিব ও কেন্দ্রীয় নেতারা বক্তব্য রাখেন। তারা দ্রব্যমূল্যের ঊর্ধ্বগতি নিয়ন্ত্রণে সরকারের কার্যকর পদক্ষেপ দাবি করেন। xyxy=(410,368,683,416)
moi-advertisement xyxy=(48,1576,683,2364)
headline-a14[interactable]: প্রগতিশীল জাতীয়তাবাদী দলের ৪০তম প্রতিষ্ঠাবার্ষিকী উদযাপন xyxy=(1013,547,1229,623)
header-line: Bangladesh Water Development Board xyxy=(1356,1372,1507,1383)
byline-a14: নিজস্ব প্রতিবেদক xyxy=(1008,630,1084,643)
paragraph: এ ঘটনায় মানবাধিকার সংগঠনগুলো উদ্বেগ প্রকাশ করেছে। তারা নিরপেক্ষ তদন্তের দাবি জানিয়েছে। xyxy=(1251,646,1520,677)
headline-a2[interactable]: গণমাধ্যমে ভিসা xyxy=(153,467,289,492)
logo-wordmark xyxy=(48,42,499,106)
paragraph: প্রতিবেদন প্রকাশ অনুষ্ঠানে টিআইবির ট্রাস্টি বোর্ডের চেয়ারম্যান, উপদেষ্টা ও গবেষক দলের সদস্যরা উপস্থিত ছিলেন। তারা বলেন, শক্তিশালী সংসদ ছাড়া জবাবদিহিমূলক শাসনব্যবস্থা প্রতিষ্ঠা সম্ভব নয়। xyxy=(48,1132,394,1181)
ad-address: বাংলাদেশ সচিবালয়, ঢাকা xyxy=(303,1707,429,1721)
cell-closing-date: 31-Oct-2023 13:00 hours xyxy=(1420,1946,1507,2119)
paragraph: বিশ্লেষকরা মনে করেন, ব্যাংক খাতে সুশাসন প্রতিষ্ঠা না হলে খেলাপি ঋণ নিয়ন্ত্রণ কঠিন হবে। রাজনৈতিক প্রভাবমুক্ত ঋণ বিতরণ ব্যবস্থা নিশ্চিত করতে হবে। xyxy=(701,696,991,745)
tender-memo-row xyxy=(1012,1408,1507,1422)
page-number: ১১ xyxy=(1446,30,1520,92)
paragraph: প্রবাসী আয় কমে যাওয়ায় বৈদেশিক মুদ্রার রিজার্ভের ওপর চাপ বাড়ছে। বর্তমানে রিজার্ভের পরিমাণ ২১ বিলিয়ন ডলারের নিচে নেমে এসেছে। আমদানি ব্যয় মেটাতে কেন্দ্রীয় ব্যাংককে ডলার বিক্রি করতে হচ্ছে। xyxy=(1251,1010,1520,1075)
tender-header-right xyxy=(1344,1348,1507,1396)
tender-designation: Executive Engineer xyxy=(1383,2279,1479,2292)
paragraph: (প্রথম পৃষ্ঠার পর) পারে, সরকারের দায়িত্ব তা প্রতিরোধ করা। কিন্তু সেটি করতে গিয়ে যেন কোনো নিরপরাধ মানুষ হয়রানির শিকার না হন, সেদিকে খেয়াল রাখতে হবে। তিনি বলেন, নির্বাচনের আগে সহিংসতা করলে আইন অনুযায়ী কঠোর ব্যবস্থা নেওয়া হবে। xyxy=(701,791,991,873)
